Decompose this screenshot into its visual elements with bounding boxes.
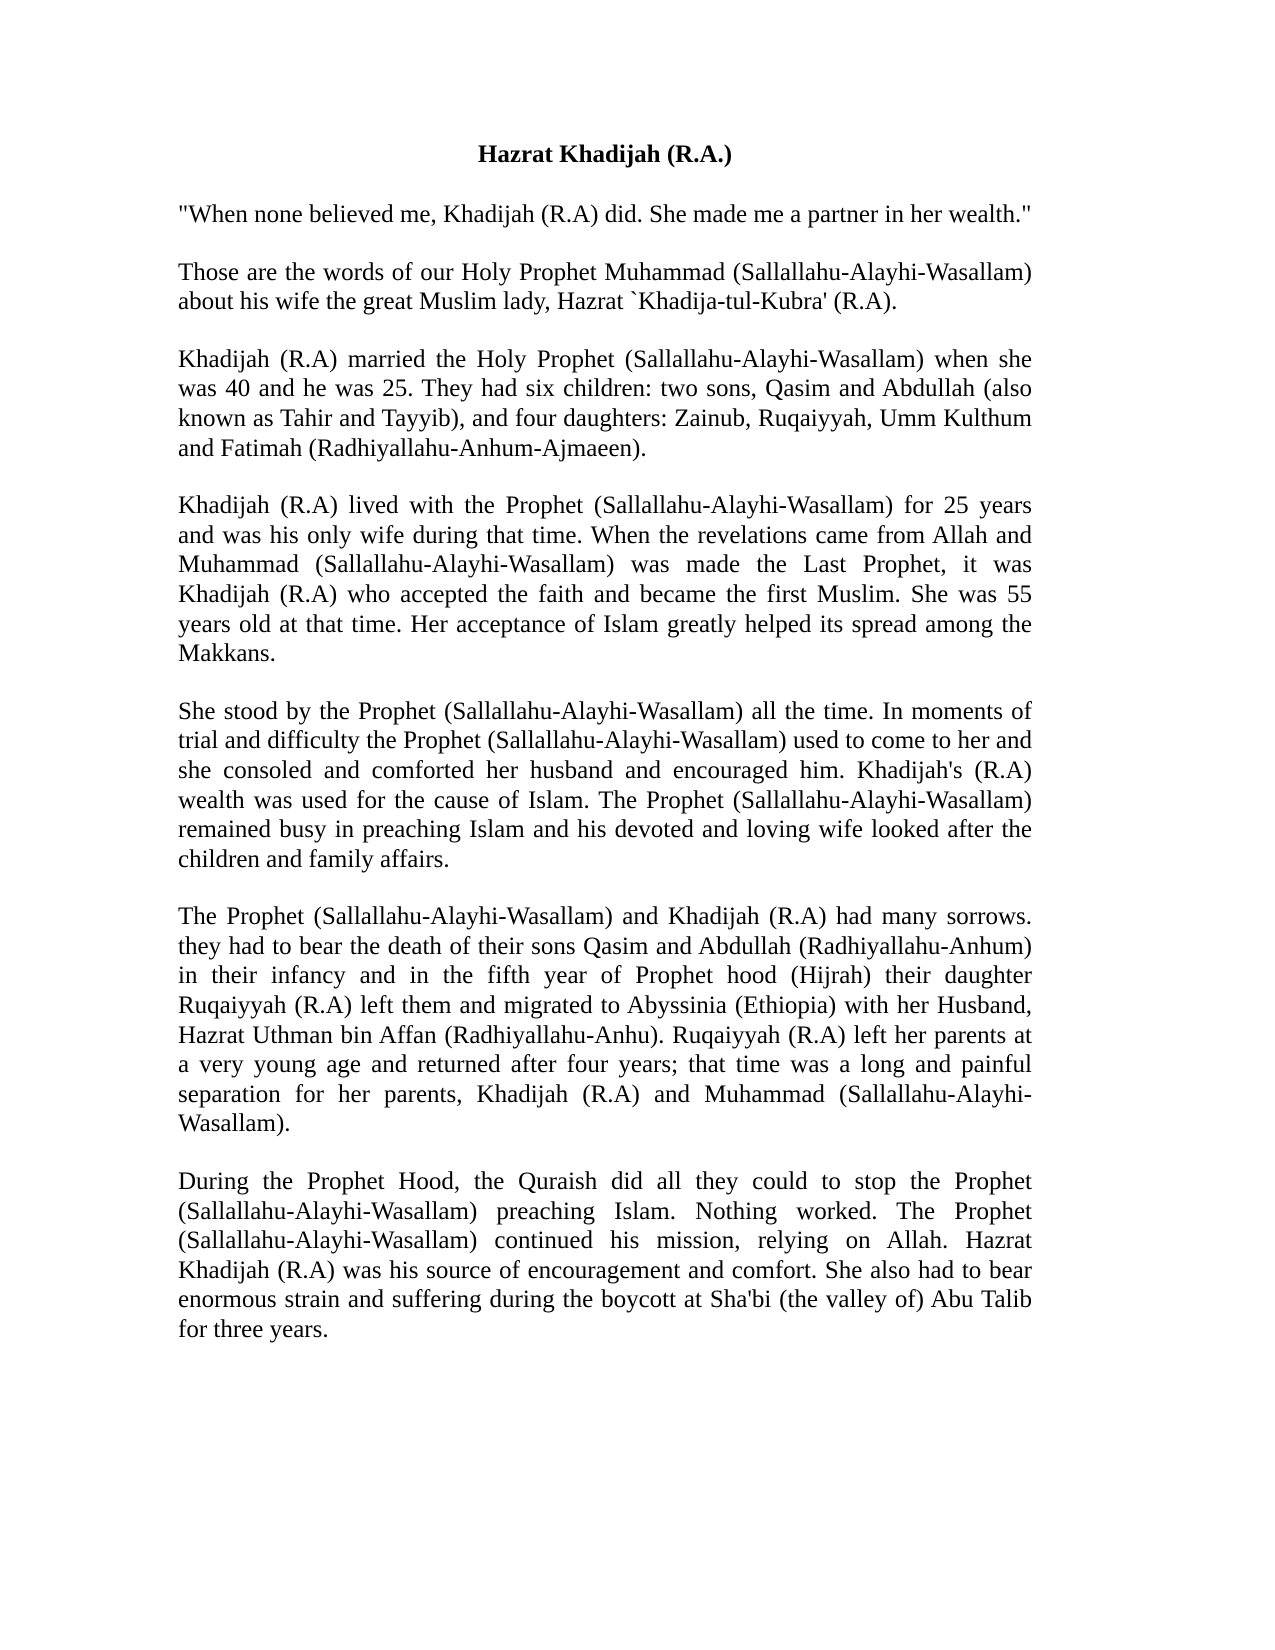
- paragraph-quote: "When none believed me, Khadijah (R.A) did. She made me a partner in her wealth.": [178, 201, 1032, 228]
- paragraph-support: She stood by the Prophet (Sallallahu-Alayhi-Wasallam) all the time. In moments of trial and difficulty the Prophet (Sallallahu-Alayhi-Wasallam) used to come to her and she consoled and comforted her husband and encouraged him. Khadijah's (R.A) wealth was used for the cause of Islam. The Prophet (Sallallahu-Alayhi-Wasallam) remained busy in preaching Islam and his devoted and loving wife looked after the children and family affairs.: [178, 697, 1032, 873]
- document-title: Hazrat Khadijah (R.A.): [477, 141, 733, 168]
- paragraph-first-muslim: Khadijah (R.A) lived with the Prophet (Sallallahu-Alayhi-Wasallam) for 25 years and was his only wife during that time. When the revelations came from Allah and Muhammad (Sallallahu-Alayhi-Wasallam) was made the Last Prophet, it was Khadijah (R.A) who accepted the faith and became the first Muslim. She was 55 years old at that time. Her acceptance of Islam greatly helped its spread among the Makkans.: [178, 492, 1032, 668]
- document-page: [178, 140, 1032, 1373]
- paragraph-attribution: Those are the words of our Holy Prophet Muhammad (Sallallahu-Alayhi-Wasallam) about his wife the great Muslim lady, Hazrat `Khadija-tul-Kubra' (R.A).: [178, 258, 1032, 316]
- paragraph-boycott: During the Prophet Hood, the Quraish did all they could to stop the Prophet (Sallallahu-Alayhi-Wasallam) preaching Islam. Nothing worked. The Prophet (Sallallahu-Alayhi-Wasallam) continued his mission, relying on Allah. Hazrat Khadijah (R.A) was his source of encouragement and comfort. She also had to bear enormous strain and suffering during the boycott at Sha'bi (the valley of) Abu Talib for three years.: [178, 1168, 1032, 1343]
- paragraph-sorrows: The Prophet (Sallallahu-Alayhi-Wasallam) and Khadijah (R.A) had many sorrows. they had to bear the death of their sons Qasim and Abdullah (Radhiyallahu-Anhum) in their infancy and in the fifth year of Prophet hood (Hijrah) their daughter Ruqaiyyah (R.A) left them and migrated to Abyssinia (Ethiopia) with her Husband, Hazrat Uthman bin Affan (Radhiyallahu-Anhu). Ruqaiyyah (R.A) left her parents at a very young age and returned after four years; that time was a long and painful separation for her parents, Khadijah (R.A) and Muhammad (Sallallahu-Alayhi-Wasallam).: [178, 903, 1032, 1138]
- paragraph-marriage: Khadijah (R.A) married the Holy Prophet (Sallallahu-Alayhi-Wasallam) when she was 40 and he was 25. They had six children: two sons, Qasim and Abdullah (also known as Tahir and Tayyib), and four daughters: Zainub, Ruqaiyyah, Umm Kulthum and Fatimah (Radhiyallahu-Anhum-Ajmaeen).: [178, 345, 1032, 462]
